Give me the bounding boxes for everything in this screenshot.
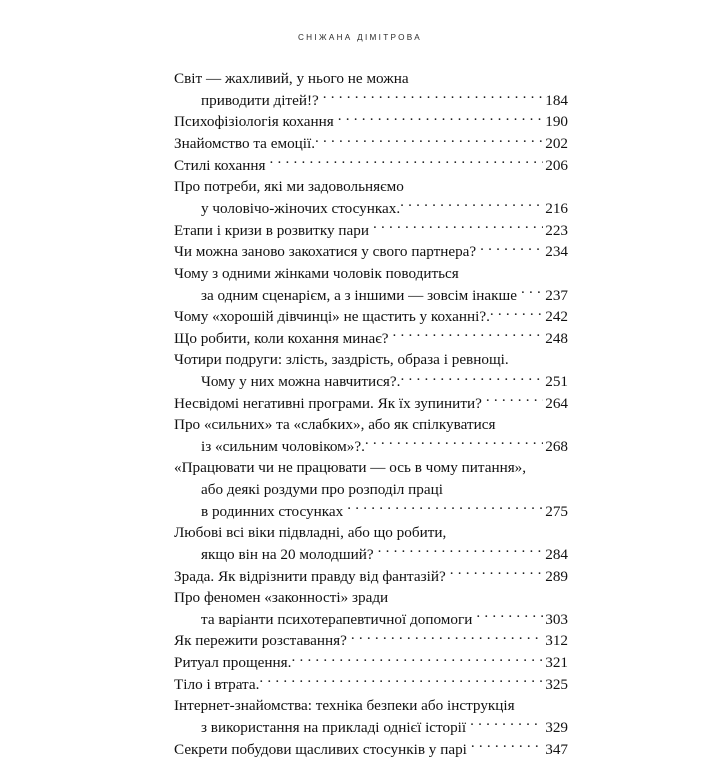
toc-entry-last-line	[174, 90, 568, 112]
toc-entry[interactable]	[174, 349, 568, 392]
toc-entry-last-line	[174, 674, 568, 696]
toc-page-number: 216	[545, 199, 568, 217]
toc-entry[interactable]	[174, 241, 568, 263]
toc-entry[interactable]	[174, 176, 568, 219]
toc-entry[interactable]	[174, 68, 568, 111]
toc-page-number: 264	[545, 394, 568, 412]
toc-entry-title: Секрети побудови щасливих стосунків у парі	[174, 740, 467, 758]
toc-entry-last-line	[174, 155, 568, 177]
toc-entry-title: Про «сильних» та «слабких», або як спілкуватися	[174, 416, 496, 434]
toc-leader-dots	[490, 306, 543, 321]
toc-page-number: 275	[545, 502, 568, 520]
toc-page-number: 325	[545, 675, 568, 693]
toc-entry-title: Стилі кохання	[174, 156, 266, 174]
toc-entry-last-line	[174, 717, 568, 739]
toc-entry-last-line	[174, 306, 568, 328]
table-of-contents	[174, 68, 568, 760]
toc-entry[interactable]	[174, 414, 568, 457]
toc-entry-last-line	[174, 328, 568, 350]
toc-entry-last-line	[174, 241, 568, 263]
toc-entry[interactable]	[174, 133, 568, 155]
toc-leader-dots	[338, 111, 543, 126]
toc-entry-title: Несвідомі негативні програми. Як їх зупинити?	[174, 394, 482, 412]
toc-leader-dots	[486, 393, 543, 408]
toc-entry-last-line	[174, 652, 568, 674]
toc-page-number: 242	[545, 308, 568, 326]
toc-entry-last-line	[174, 500, 568, 522]
toc-leader-dots	[323, 90, 543, 105]
toc-entry-title: Ритуал прощення.	[174, 654, 292, 672]
toc-entry-title: та варіанти психотерапевтичної допомоги	[201, 610, 473, 628]
toc-page-number: 237	[545, 286, 568, 304]
toc-leader-dots	[351, 630, 543, 645]
toc-entry-last-line	[174, 609, 568, 631]
toc-entry-line	[174, 349, 568, 371]
toc-entry-last-line	[174, 371, 568, 393]
toc-leader-dots	[392, 328, 543, 343]
toc-entry[interactable]	[174, 652, 568, 674]
toc-entry-title: Етапи і кризи в розвитку пари	[174, 221, 369, 239]
toc-page-number: 248	[545, 329, 568, 347]
toc-entry-last-line	[174, 219, 568, 241]
toc-entry-line	[174, 695, 568, 717]
toc-entry-title: Про феномен «законності» зради	[174, 589, 389, 606]
toc-leader-dots	[450, 565, 544, 580]
toc-entry[interactable]	[174, 155, 568, 177]
toc-leader-dots	[365, 436, 543, 451]
toc-entry[interactable]	[174, 219, 568, 241]
toc-entry-title: або деякі роздуми про розподіл праці	[201, 480, 443, 498]
toc-leader-dots	[347, 500, 543, 515]
toc-entry[interactable]	[174, 263, 568, 306]
toc-entry-last-line	[174, 198, 568, 220]
toc-entry-title: за одним сценарієм, а з іншими — зовсім інакше	[201, 286, 517, 304]
toc-entry-title: Що робити, коли кохання минає?	[174, 329, 389, 347]
toc-page-number: 347	[545, 740, 568, 758]
toc-entry-last-line	[174, 565, 568, 587]
toc-entry-title: Чому у них можна навчитися?.	[201, 373, 401, 391]
toc-page-number: 284	[545, 545, 568, 563]
toc-leader-dots	[291, 652, 543, 667]
toc-entry-last-line	[174, 436, 568, 458]
toc-entry-title: Світ — жахливий, у нього не можна	[174, 70, 409, 87]
running-head: СНІЖАНА ДІМІТРОВА	[297, 33, 423, 42]
toc-leader-dots	[470, 717, 543, 732]
toc-entry-line	[174, 263, 568, 285]
toc-entry[interactable]	[174, 306, 568, 328]
toc-entry[interactable]	[174, 630, 568, 652]
toc-page-number: 321	[545, 654, 568, 672]
toc-entry-title: Чому «хорошій дівчинці» не щастить у коханні?.	[174, 308, 490, 326]
toc-entry-title: у чоловічо-жіночих стосунках.	[201, 199, 401, 217]
toc-entry-title: Тіло і втрата.	[174, 675, 260, 693]
toc-entry-title: в родинних стосунках	[201, 502, 344, 520]
toc-page-number: 206	[545, 156, 568, 174]
toc-entry-line	[174, 68, 568, 90]
toc-leader-dots	[259, 674, 543, 689]
toc-entry-title: Зрада. Як відрізнити правду від фантазій?	[174, 567, 446, 585]
toc-entry-line	[174, 522, 568, 544]
toc-entry-last-line	[174, 284, 568, 306]
toc-leader-dots	[521, 284, 543, 299]
toc-entry-last-line	[174, 393, 568, 415]
toc-leader-dots	[476, 609, 543, 624]
toc-entry-last-line	[174, 630, 568, 652]
toc-entry-title: приводити дітей!?	[201, 91, 319, 109]
toc-entry[interactable]	[174, 695, 568, 738]
toc-entry-line	[174, 176, 568, 198]
toc-leader-dots	[373, 219, 543, 234]
toc-entry[interactable]	[174, 738, 568, 760]
toc-entry[interactable]	[174, 565, 568, 587]
toc-entry-line	[174, 414, 568, 436]
toc-entry-last-line	[174, 544, 568, 566]
toc-page-number: 268	[545, 437, 568, 455]
toc-leader-dots	[480, 241, 543, 256]
toc-entry[interactable]	[174, 111, 568, 133]
toc-page-number: 251	[545, 373, 568, 391]
toc-entry[interactable]	[174, 587, 568, 630]
toc-page-number: 223	[545, 221, 568, 239]
toc-entry[interactable]	[174, 674, 568, 696]
toc-page-number: 234	[545, 243, 568, 261]
toc-page-number: 190	[545, 113, 568, 131]
toc-entry[interactable]	[174, 328, 568, 350]
toc-entry-title: Як пережити розставання?	[174, 632, 347, 650]
toc-entry-title: із «сильним чоловіком»?.	[201, 437, 365, 455]
toc-entry-line	[174, 587, 568, 609]
toc-page-number: 303	[545, 610, 568, 628]
toc-entry-title: Чотири подруги: злість, заздрість, образа і ревнощі.	[174, 351, 509, 369]
toc-entry-last-line	[174, 738, 568, 760]
toc-entry[interactable]	[174, 393, 568, 415]
toc-leader-dots	[471, 738, 543, 753]
toc-entry-title: Психофізіологія кохання	[174, 113, 334, 131]
toc-page-number: 184	[545, 91, 568, 109]
toc-entry-last-line	[174, 111, 568, 133]
toc-leader-dots	[315, 133, 543, 148]
toc-entry-title: Любові всі віки підвладні, або що робити,	[174, 524, 447, 542]
toc-entry-title: якщо він на 20 молодший?	[201, 545, 374, 563]
toc-leader-dots	[400, 198, 543, 213]
toc-entry-last-line	[174, 133, 568, 155]
toc-entry-line	[174, 457, 568, 479]
toc-entry-title: Знайомство та емоції.	[174, 135, 316, 153]
toc-leader-dots	[378, 544, 544, 559]
toc-page-number: 312	[545, 632, 568, 650]
toc-entry-title: «Працювати чи не працювати — ось в чому питання»,	[174, 459, 527, 477]
toc-entry-line	[174, 479, 568, 501]
toc-entry-title: Чому з одними жінками чоловік поводиться	[174, 264, 459, 282]
toc-page-number: 289	[545, 567, 568, 585]
toc-page-number: 329	[545, 718, 568, 736]
toc-leader-dots	[400, 371, 543, 386]
toc-entry[interactable]	[174, 457, 568, 522]
toc-entry-title: з використання на прикладі однієї історії	[201, 718, 467, 736]
toc-entry-title: Чи можна заново закохатися у свого партнера?	[174, 243, 477, 261]
toc-entry[interactable]	[174, 522, 568, 565]
toc-entry-title: Про потреби, які ми задовольняємо	[174, 178, 404, 196]
toc-leader-dots	[270, 155, 544, 170]
toc-page-number: 202	[545, 135, 568, 153]
toc-entry-title: Інтернет-знайомства: техніка безпеки або інструкція	[174, 697, 515, 715]
